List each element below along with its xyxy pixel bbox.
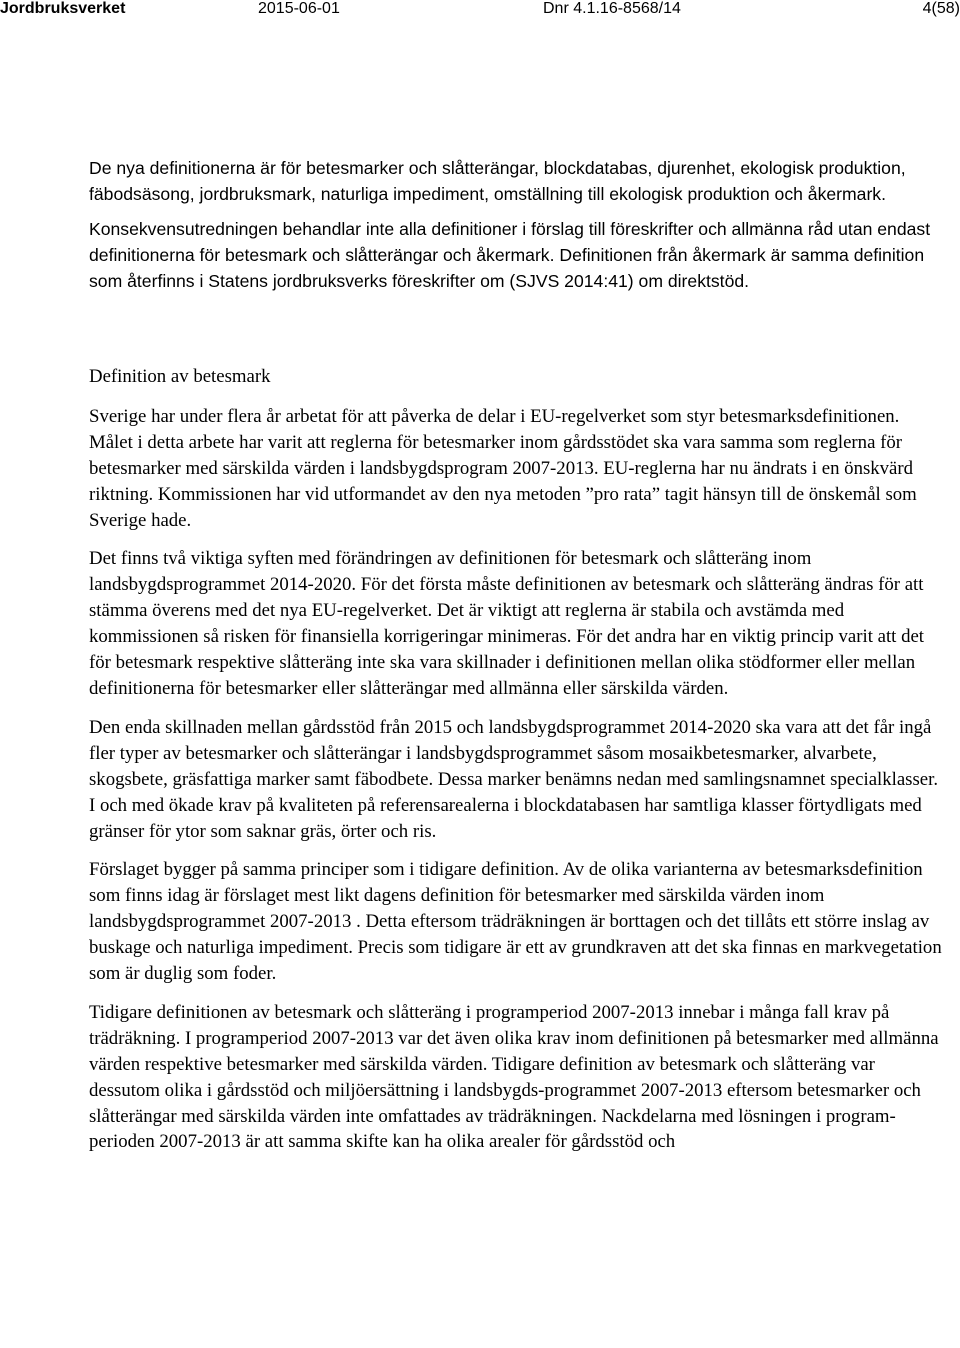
section-heading: Definition av betesmark <box>89 366 271 387</box>
body-paragraph: Den enda skillnaden mellan gårdsstöd från 2015 och landsbygdsprogrammet 2014-2020 ska vara att det får ingå fler typer av betesmarker och slåtterängar i landsbygdsprogrammet såsom mosaikbetesmarker, alvarbete, skogsbete, gräsfattiga marker samt fäbodbete. Dessa marker benämns nedan med samlingsnamnet specialklasser. I och med ökade krav på kvaliteten på referensarealerna i blockdatabasen har samtliga klasser förtydligats med gränser för ytor som saknar gräs, örter och ris. <box>89 716 939 842</box>
body-paragraph: Förslaget bygger på samma principer som i tidigare definition. Av de olika varianterna av betesmarksdefinition som finns idag är förslaget mest likt dagens definition för betesmarker med särskilda värden inom landsbygdsprogrammet 2007-2013 . Detta eftersom trädräkningen är borttagen och det tillåts ett större inslag av buskage och naturliga impediment. Precis som tidigare är ett av grundkraven att det ska finnas en markvegetation som är duglig som foder. <box>89 859 942 985</box>
body-paragraph: Sverige har under flera år arbetat för att påverka de delar i EU-regelverket som styr betesmarksdefinitionen. Målet i detta arbete har varit att reglerna för betesmarker inom gårdsstödet ska vara samma som reglerna för betesmarker med särskilda värden i landsbygdsprogram 2007-2013. EU-reglerna har nu ändrats i en önskvärd riktning. Kommissionen har vid utformandet av den nya metoden ”pro rata” tagit hänsyn till de önskemål som Sverige hade. <box>89 405 917 531</box>
document-date: 2015-06-01 <box>258 0 340 17</box>
body-paragraph: Det finns två viktiga syften med förändringen av definitionen för betesmark och slåtteräng inom landsbygdsprogrammet 2014-2020. För det första måste definitionen av betesmark och slåtteräng ändras för att stämma överens med det nya EU-regelverket. Det är viktigt att reglerna är stabila och avstämda med kommissionen så risken för finansiella korrigeringar minimeras. För det andra har en viktig princip varit att det för betesmark respektive slåtteräng inte ska vara skillnader i definitionen mellan olika stödformer eller mellan definitionerna för betesmarker eller slåtterängar med allmänna eller särskilda värden. <box>89 548 925 699</box>
intro-paragraph: De nya definitionerna är för betesmarker och slåtterängar, blockdatabas, djurenhet, ekologisk produktion, fäbodsäsong, jordbruksmark, naturliga impediment, omställning till ekologisk produktion och åkermark. <box>89 158 906 204</box>
intro-paragraph: Konsekvensutredningen behandlar inte alla definitioner i förslag till föreskrifter och allmänna råd utan endast definitionerna för betesmark och slåtterängar och åkermark. Definitionen från åkermark är samma definition som återfinns i Statens jordbruksverks föreskrifter om (SJVS 2014:41) om direktstöd. <box>89 219 931 291</box>
document-reference-number: Dnr 4.1.16-8568/14 <box>543 0 681 17</box>
organization-name: Jordbruksverket <box>0 0 126 17</box>
page-header <box>0 0 960 22</box>
body-paragraph: Tidigare definitionen av betesmark och slåtteräng i programperiod 2007-2013 innebar i många fall krav på trädräkning. I programperiod 2007-2013 var det även olika krav inom definitionen på betesmarker med allmänna värden respektive betesmarker med särskilda värden. Tidigare definition av betesmark och slåtteräng var dessutom olika i gårdsstöd och miljöersättning i landsbygds-programmet 2007-2013 eftersom betesmarker och slåtterängar med särskilda värden inte omfattades av trädräkningen. Nackdelarna med lösningen i program-perioden 2007-2013 är att samma skifte kan ha olika arealer för gårdsstöd och <box>89 1001 939 1153</box>
page-number: 4(58) <box>922 0 960 17</box>
body-section <box>89 364 944 1168</box>
intro-section <box>89 156 934 295</box>
